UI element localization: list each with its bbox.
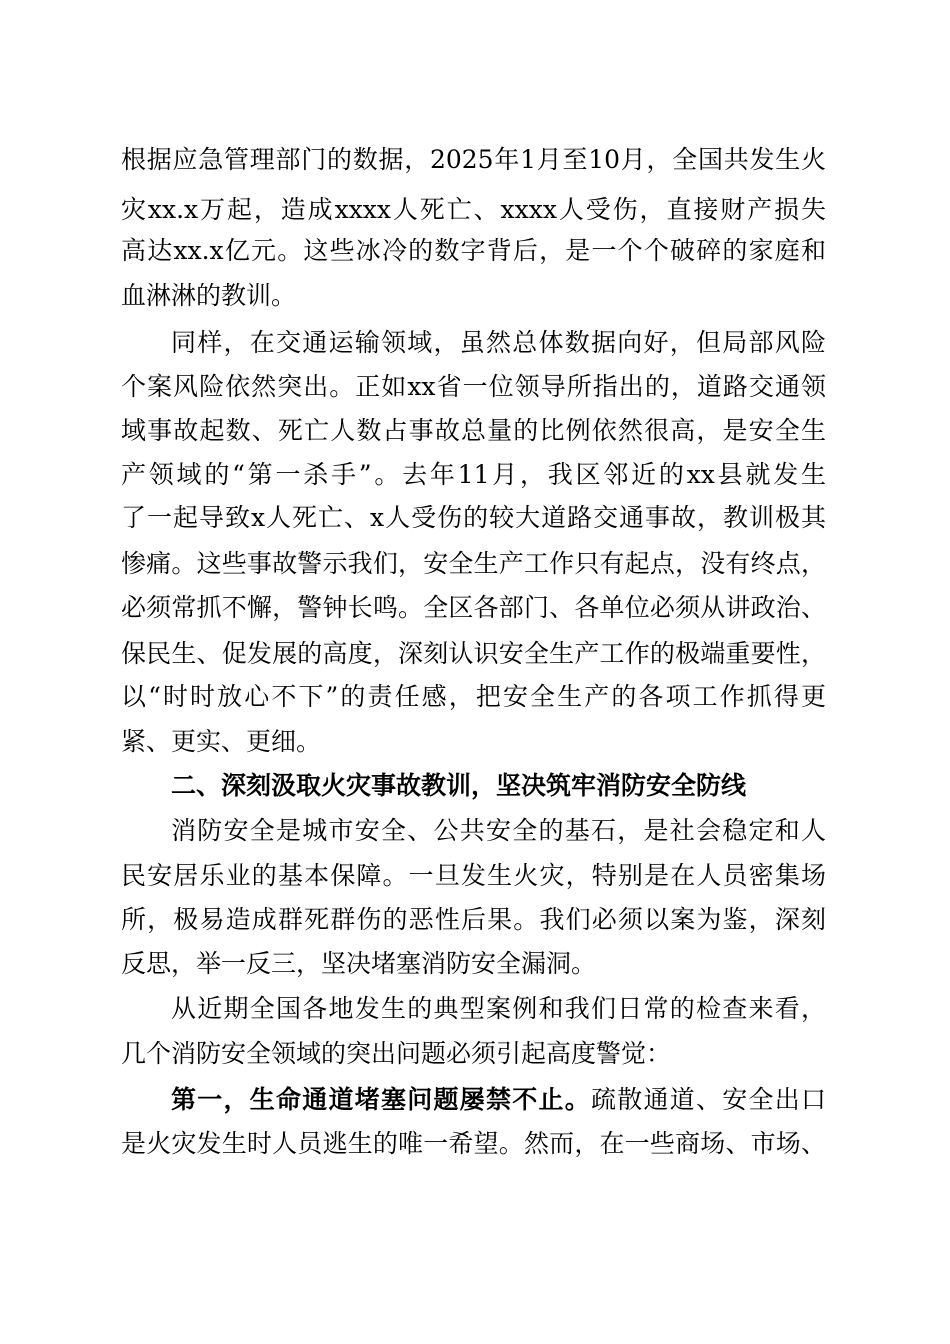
paragraph-3-line-3: 所，极易造成群死群伤的恶性后果。我们必须以案为鉴，深刻: [121, 905, 826, 934]
paragraph-1-line-3: 高达xx.x亿元。这些冰冷的数字背后，是一个个破碎的家庭和: [121, 236, 826, 265]
paragraph-1-line-2: 灾xx.x万起，造成xxxx人死亡、xxxx人受伤，直接财产损失: [121, 195, 826, 224]
paragraph-1-line-1: 根据应急管理部门的数据，2025年1月至10月，全国共发生火: [121, 145, 826, 174]
paragraph-5-line-2: 是火灾发生时人员逃生的唯一希望。然而，在一些商场、市场、: [121, 1129, 826, 1158]
paragraph-5-line-1: [171, 1080, 826, 1120]
paragraph-2-line-4: 产领域的“第一杀手”。去年11月，我区邻近的xx县就发生: [121, 460, 826, 489]
point-one-lead: 第一，生命通道堵塞问题屡禁不止。: [171, 1085, 591, 1114]
paragraph-1-line-4: 血淋淋的教训。: [121, 281, 297, 310]
paragraph-2-line-7: 必须常抓不懈，警钟长鸣。全区各部门、各单位必须从讲政治、: [121, 593, 826, 622]
paragraph-2-line-8: 保民生、促发展的高度，深刻认识安全生产工作的极端重要性，: [121, 639, 826, 668]
paragraph-2-line-1: 同样，在交通运输领域，虽然总体数据向好，但局部风险: [171, 328, 826, 357]
paragraph-4-line-1: 从近期全国各地发生的典型案例和我们日常的检查来看，: [171, 994, 826, 1023]
point-one-text: 疏散通道、安全出口: [590, 1085, 826, 1114]
paragraph-2-line-9: 以“时时放心不下”的责任感，把安全生产的各项工作抓得更: [121, 682, 826, 711]
paragraph-2-line-10: 紧、更实、更细。: [121, 727, 322, 756]
paragraph-3-line-1: 消防安全是城市安全、公共安全的基石，是社会稳定和人: [171, 816, 826, 845]
paragraph-2-line-3: 域事故起数、死亡人数占事故总量的比例依然很高，是安全生: [121, 416, 826, 445]
paragraph-4-line-2: 几个消防安全领域的突出问题必须引起高度警觉：: [121, 1039, 672, 1068]
paragraph-3-line-4: 反思，举一反三，坚决堵塞消防安全漏洞。: [121, 949, 597, 978]
section-heading: 二、深刻汲取火灾事故教训，坚决筑牢消防安全防线: [171, 771, 747, 800]
paragraph-3-line-2: 民安居乐业的基本保障。一旦发生火灾，特别是在人员密集场: [121, 861, 826, 890]
paragraph-2-line-2: 个案风险依然突出。正如xx省一位领导所指出的，道路交通领: [121, 372, 826, 401]
paragraph-2-line-6: 惨痛。这些事故警示我们，安全生产工作只有起点，没有终点，: [121, 549, 826, 578]
paragraph-2-line-5: 了一起导致x人死亡、x人受伤的较大道路交通事故，教训极其: [121, 503, 826, 532]
